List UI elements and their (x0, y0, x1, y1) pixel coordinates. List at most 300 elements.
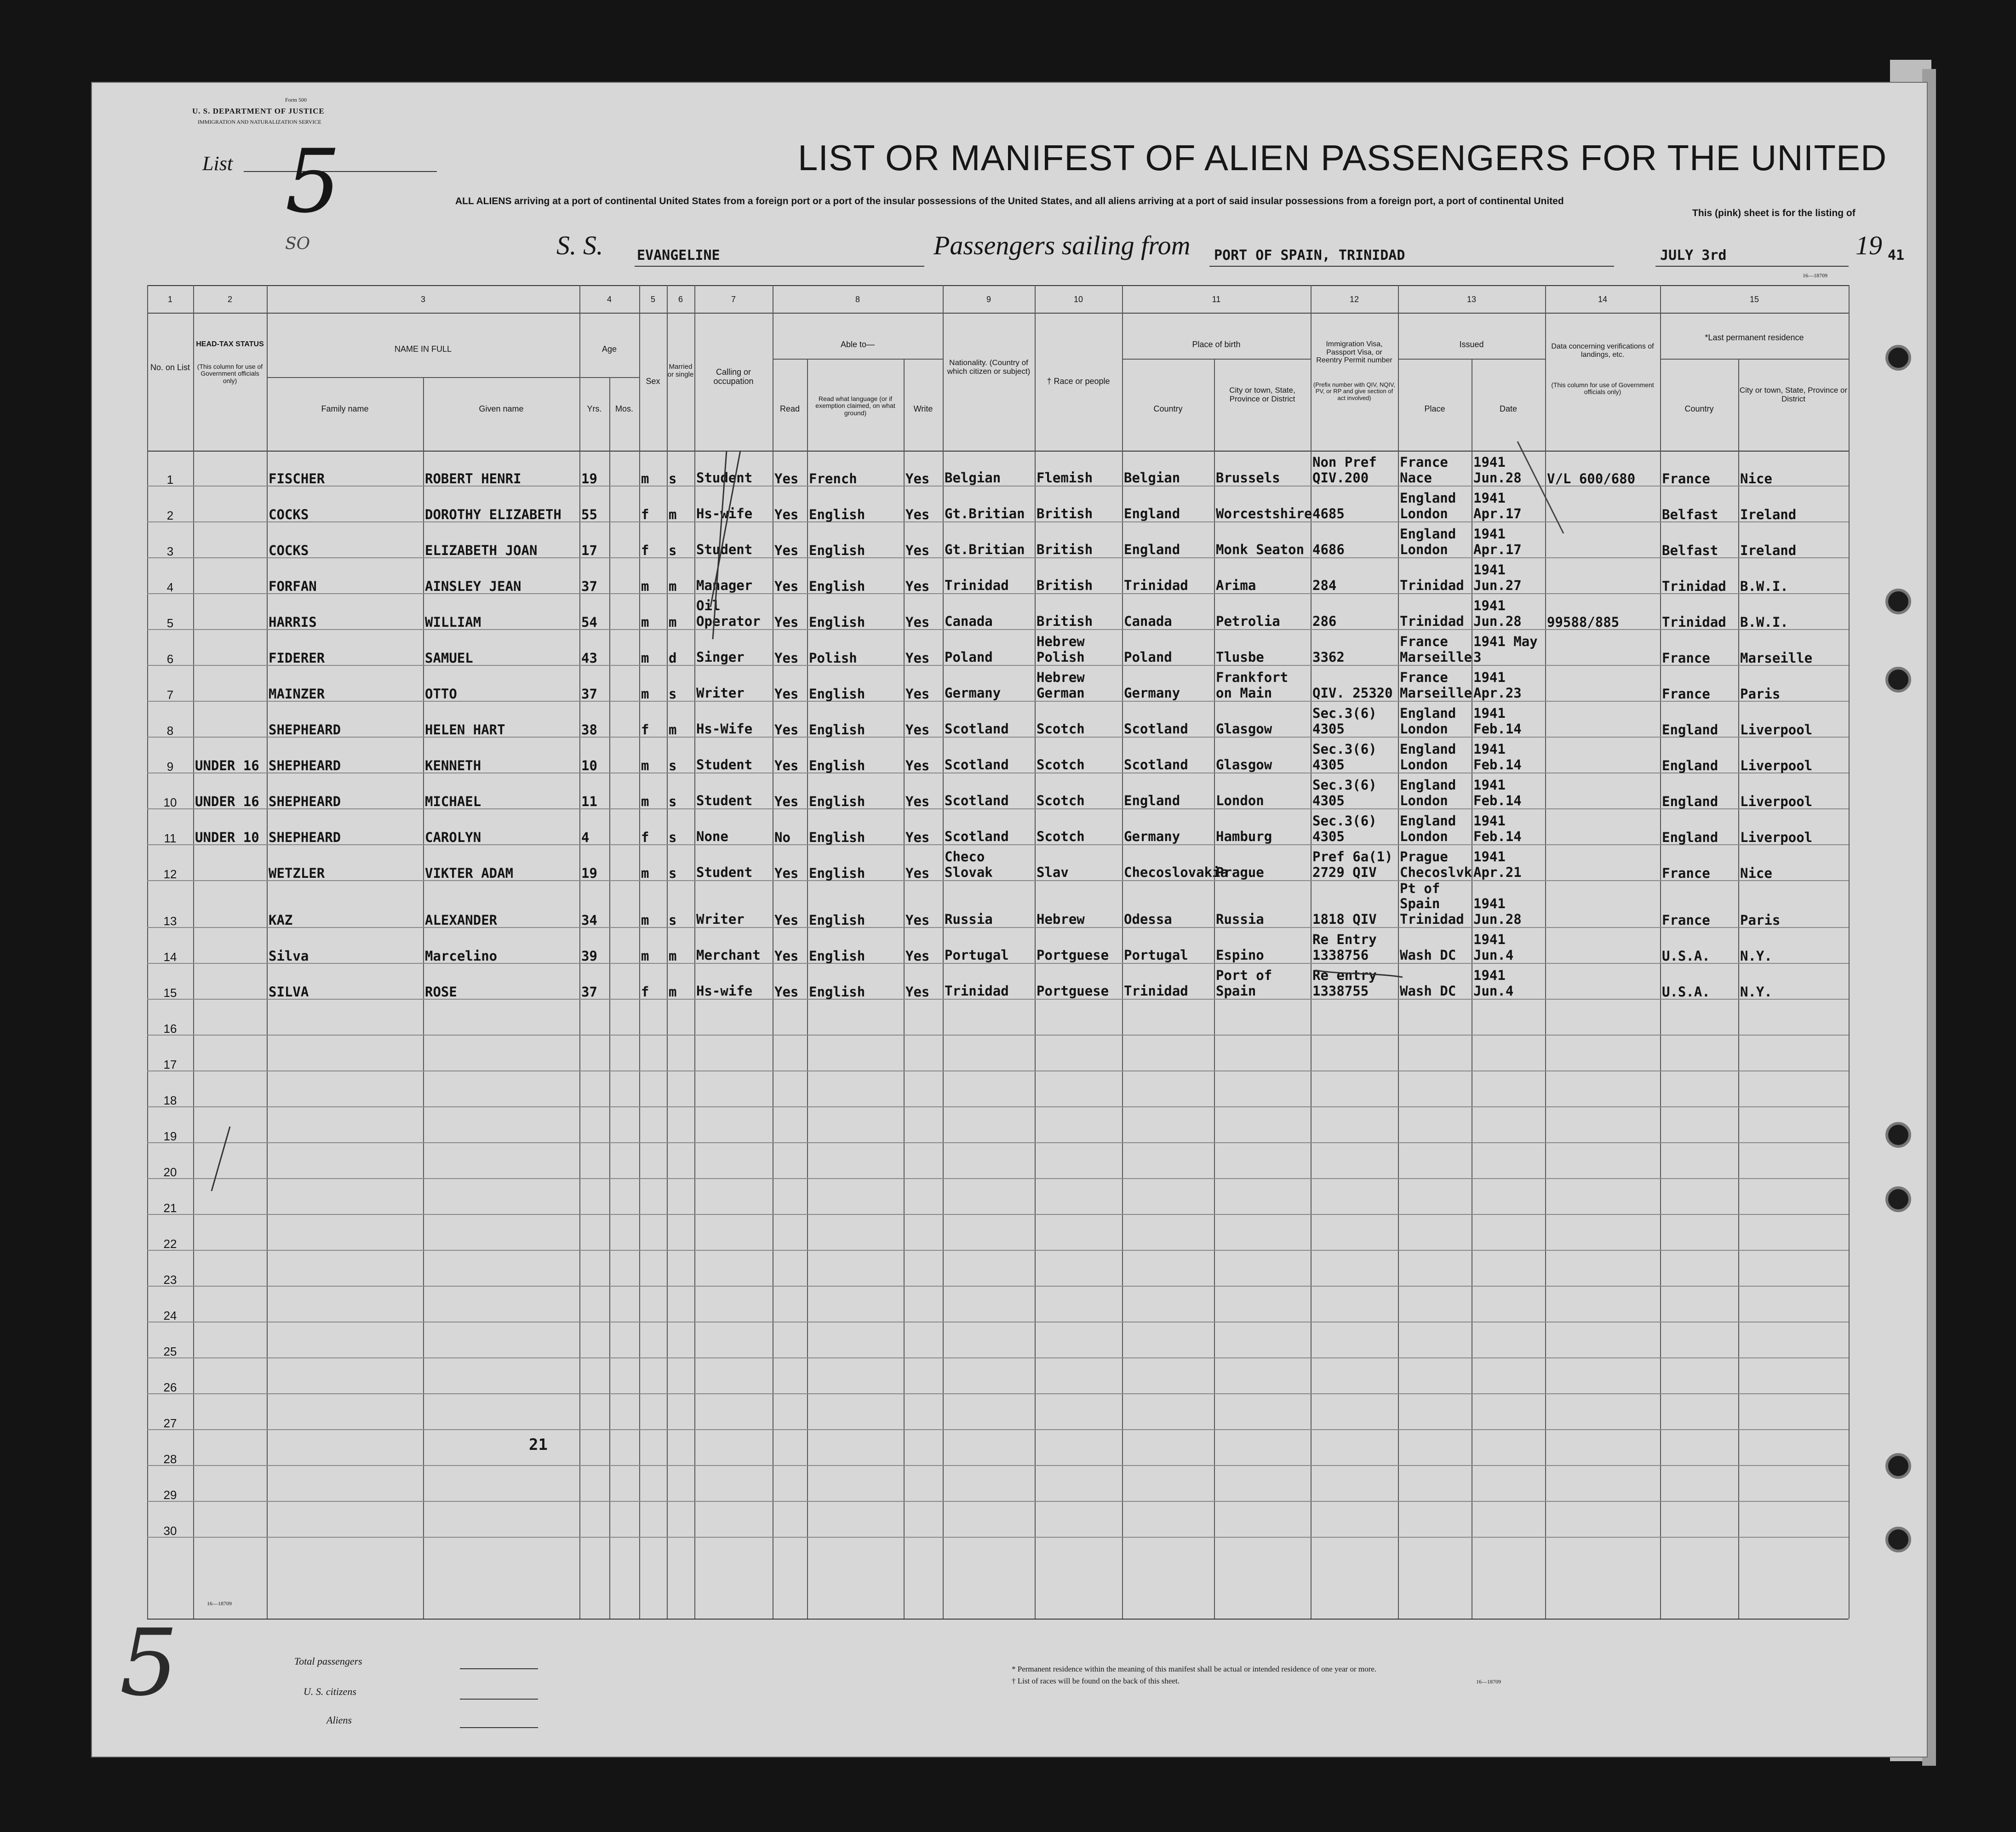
cell-given: ROSE (423, 963, 579, 999)
cell-idate: 1941 Apr.21 (1472, 845, 1545, 881)
cell-nat: Scotland (943, 773, 1035, 809)
cell-rcountry: England (1660, 773, 1738, 809)
cell-bcity: Monk Seaton (1214, 522, 1311, 558)
cell-nat: Belgian (943, 451, 1035, 486)
cell-sex: f (639, 486, 667, 522)
cell-rcountry: France (1660, 665, 1738, 701)
list-sub: SO (285, 235, 310, 253)
header-issued-place: Place (1424, 404, 1445, 413)
footnote-code: 16—18709 (1476, 1678, 1501, 1685)
cell-no: 4 (147, 558, 193, 594)
cell-bcity: Prague (1214, 845, 1311, 881)
cell-sex: m (639, 558, 667, 594)
cell-sex: m (639, 630, 667, 665)
list-number: 5 (285, 131, 341, 232)
cell-rcountry: England (1660, 701, 1738, 737)
cell-yrs: 17 (579, 522, 609, 558)
cell-rcountry: France (1660, 630, 1738, 665)
footnote-residence: * Permanent residence within the meaning of this manifest shall be actual or intended residence of one year or more. (1012, 1665, 1377, 1673)
cell-ms: m (667, 963, 694, 999)
cell-bcity: Glasgow (1214, 701, 1311, 737)
binder-hole (1885, 1453, 1911, 1479)
cell-race: Scotch (1035, 809, 1122, 845)
cell-no: 29 (147, 1466, 193, 1501)
header-place-of-birth: Place of birth (1192, 340, 1241, 349)
cell-bcountry: Trinidad (1122, 558, 1214, 594)
cell-bcity: Port of Spain (1214, 963, 1311, 999)
cell-iplace: Trinidad (1398, 558, 1472, 594)
cell-bcity: Worcestshire (1214, 486, 1311, 522)
cell-calling: Merchant (694, 927, 773, 963)
cell-calling: Student (694, 522, 773, 558)
cell-lang: English (807, 963, 904, 999)
cell-no: 1 (147, 451, 193, 486)
cell-bcountry: Germany (1122, 665, 1214, 701)
cell-write: Yes (904, 845, 943, 881)
cell-no: 27 (147, 1394, 193, 1430)
dept-code: 16—18709 (207, 1600, 232, 1607)
cell-rcity: Liverpool (1738, 701, 1849, 737)
cell-family: KAZ (267, 881, 423, 927)
cell-calling: Oil Operator (694, 594, 773, 630)
cell-nat: Scotland (943, 809, 1035, 845)
cell-visa: Non Pref QIV.200 (1311, 451, 1398, 486)
header-birth-city: City or town, State, Province or District (1229, 386, 1295, 403)
cell-idate: 1941 Jun.27 (1472, 558, 1545, 594)
aliens-label: Aliens (326, 1714, 352, 1726)
cell-read: Yes (773, 522, 807, 558)
cell-idate: 1941 Apr.17 (1472, 522, 1545, 558)
cell-ms: m (667, 594, 694, 630)
pen-stroke (1518, 441, 1564, 533)
cell-race: Scotch (1035, 773, 1122, 809)
cell-read: No (773, 809, 807, 845)
cell-yrs: 4 (579, 809, 609, 845)
cell-yrs: 37 (579, 963, 609, 999)
cell-race: Scotch (1035, 701, 1122, 737)
header-family-name: Family name (321, 404, 369, 413)
header-married: Married or single (667, 363, 694, 378)
cell-family: COCKS (267, 522, 423, 558)
header-yrs: Yrs. (587, 404, 602, 413)
cell-read: Yes (773, 927, 807, 963)
cell-rcity: Paris (1738, 881, 1849, 927)
cell-no: 24 (147, 1286, 193, 1322)
sailing-date: JULY 3rd (1660, 247, 1727, 263)
cell-nat: Gt.Britian (943, 486, 1035, 522)
handwritten-5: 5 (120, 1609, 178, 1717)
cell-no: 3 (147, 522, 193, 558)
cell-sex: m (639, 594, 667, 630)
cell-calling: Hs-wife (694, 486, 773, 522)
cell-sex: m (639, 773, 667, 809)
cell-bcountry: Trinidad (1122, 963, 1214, 999)
cell-lang: English (807, 845, 904, 881)
cell-visa: 1818 QIV (1311, 881, 1398, 927)
cell-rcity: Nice (1738, 845, 1849, 881)
cell-visa: QIV. 25320 (1311, 665, 1398, 701)
cell-idate: 1941 Jun.28 (1472, 451, 1545, 486)
colnum-10: 10 (1073, 295, 1083, 304)
page-title: LIST OR MANIFEST OF ALIEN PASSENGERS FOR THE UNITED (798, 137, 1887, 178)
colnum-13: 13 (1466, 295, 1477, 304)
cell-race: Slav (1035, 845, 1122, 881)
cell-write: Yes (904, 773, 943, 809)
cell-rcity: Liverpool (1738, 809, 1849, 845)
cell-lang: Polish (807, 630, 904, 665)
cell-visa: 286 (1311, 594, 1398, 630)
cell-read: Yes (773, 665, 807, 701)
cell-no: 12 (147, 845, 193, 881)
cell-idate: 1941 Feb.14 (1472, 701, 1545, 737)
binder-hole (1885, 1122, 1911, 1148)
cell-bcity: London (1214, 773, 1311, 809)
cell-visa: Sec.3(6) 4305 (1311, 809, 1398, 845)
cell-iplace: Prague Checoslvk (1398, 845, 1472, 881)
cell-bcountry: Scotland (1122, 701, 1214, 737)
cell-lang: English (807, 701, 904, 737)
cell-rcity: Marseille (1738, 630, 1849, 665)
cell-write: Yes (904, 737, 943, 773)
cell-nat: Checo Slovak (943, 845, 1035, 881)
cell-given: OTTO (423, 665, 579, 701)
colnum-2: 2 (227, 295, 232, 304)
cell-rcountry: U.S.A. (1660, 963, 1738, 999)
pen-marks (92, 83, 1927, 1757)
form-number: Form 500 (285, 97, 307, 103)
cell-read: Yes (773, 558, 807, 594)
ship-name: EVANGELINE (637, 247, 720, 263)
cell-visa: 4686 (1311, 522, 1398, 558)
cell-nat: Canada (943, 594, 1035, 630)
cell-rcity: Ireland (1738, 522, 1849, 558)
cell-bcity: Hamburg (1214, 809, 1311, 845)
cell-ms: d (667, 630, 694, 665)
cell-visa: Sec.3(6) 4305 (1311, 737, 1398, 773)
cell-idate: 1941 Jun.4 (1472, 963, 1545, 999)
cell-nat: Russia (943, 881, 1035, 927)
cell-family: MAINZER (267, 665, 423, 701)
cell-no: 9 (147, 737, 193, 773)
cell-rcity: Paris (1738, 665, 1849, 701)
cell-calling: Student (694, 845, 773, 881)
cell-race: British (1035, 558, 1122, 594)
subtitle-line2: This (pink) sheet is for the listing of (1692, 208, 1856, 218)
header-age: Age (601, 344, 617, 354)
header-res-city: City or town, State, Province or District (1739, 386, 1848, 403)
cell-no: 19 (147, 1107, 193, 1143)
cell-iplace: France Nace (1398, 451, 1472, 486)
cell-no: 18 (147, 1071, 193, 1107)
cell-ms: m (667, 701, 694, 737)
header-read-language: Read what language (or if exemption claimed, on what ground) (815, 395, 895, 417)
count-annotation: 21 (529, 1436, 548, 1454)
cell-yrs: 39 (579, 927, 609, 963)
cell-rcountry: Trinidad (1660, 558, 1738, 594)
cell-read: Yes (773, 773, 807, 809)
colnum-9: 9 (986, 295, 991, 304)
cell-rcountry: England (1660, 737, 1738, 773)
cell-family: SILVA (267, 963, 423, 999)
cell-write: Yes (904, 594, 943, 630)
cell-lang: English (807, 809, 904, 845)
cell-nat: Trinidad (943, 963, 1035, 999)
header-issued: Issued (1459, 340, 1484, 349)
header-race: † Race or people (1047, 377, 1110, 386)
cell-nat: Scotland (943, 737, 1035, 773)
cell-yrs: 11 (579, 773, 609, 809)
cell-given: ROBERT HENRI (423, 451, 579, 486)
cell-no: 5 (147, 594, 193, 630)
cell-iplace: England London (1398, 522, 1472, 558)
cell-bcountry: Poland (1122, 630, 1214, 665)
cell-visa: 284 (1311, 558, 1398, 594)
header-head-tax-note: (This column for use of Government officials only) (197, 363, 263, 384)
cell-read: Yes (773, 701, 807, 737)
cell-visa: Sec.3(6) 4305 (1311, 701, 1398, 737)
colnum-4: 4 (607, 295, 612, 304)
header-no-on-list: No. on List (150, 363, 190, 372)
cell-iplace: Trinidad (1398, 594, 1472, 630)
cell-write: Yes (904, 558, 943, 594)
cell-lang: French (807, 451, 904, 486)
cell-bcountry: England (1122, 522, 1214, 558)
cell-ms: m (667, 486, 694, 522)
header-nationality: Nationality. (Country of which citizen or subject) (947, 358, 1031, 376)
header-sex: Sex (646, 377, 660, 386)
year-suffix: 41 (1888, 247, 1905, 263)
cell-yrs: 54 (579, 594, 609, 630)
cell-lang: English (807, 927, 904, 963)
year-prefix: 19 (1856, 230, 1882, 260)
cell-tax: UNDER 10 (193, 809, 267, 845)
cell-sex: m (639, 737, 667, 773)
cell-tax: UNDER 16 (193, 737, 267, 773)
cell-ms: s (667, 845, 694, 881)
cell-nat: Germany (943, 665, 1035, 701)
cell-lang: English (807, 737, 904, 773)
colnum-8: 8 (855, 295, 860, 304)
header-calling: Calling or occupation (713, 367, 754, 386)
cell-yrs: 43 (579, 630, 609, 665)
cell-no: 30 (147, 1501, 193, 1537)
cell-family: FORFAN (267, 558, 423, 594)
cell-ms: s (667, 522, 694, 558)
cell-verif: V/L 600/680 (1545, 451, 1660, 486)
cell-race: Flemish (1035, 451, 1122, 486)
cell-calling: Writer (694, 881, 773, 927)
cell-rcountry: England (1660, 809, 1738, 845)
total-passengers-label: Total passengers (294, 1655, 362, 1667)
cell-visa: Re Entry 1338756 (1311, 927, 1398, 963)
cell-calling: Writer (694, 665, 773, 701)
footnote-races: † List of races will be found on the back of this sheet. (1012, 1677, 1180, 1685)
cell-iplace: England London (1398, 486, 1472, 522)
cell-iplace: Pt of Spain Trinidad (1398, 881, 1472, 927)
cell-race: Hebrew (1035, 881, 1122, 927)
cell-sex: f (639, 701, 667, 737)
ss-label: S. S. (556, 230, 603, 260)
colnum-3: 3 (420, 295, 425, 304)
cell-no: 17 (147, 1035, 193, 1071)
cell-rcountry: France (1660, 451, 1738, 486)
cell-idate: 1941 Jun.4 (1472, 927, 1545, 963)
subtitle-line1: ALL ALIENS arriving at a port of continental United States from a foreign port or a port of the insular possessions of the United States, and all aliens arriving at a port of said insular possessions from a foreign port, a port of continental United (455, 196, 1564, 206)
cell-idate: 1941 Feb.14 (1472, 737, 1545, 773)
cell-write: Yes (904, 486, 943, 522)
list-label: List (202, 152, 233, 175)
cell-sex: f (639, 963, 667, 999)
cell-yrs: 37 (579, 665, 609, 701)
cell-iplace: France Marseille (1398, 630, 1472, 665)
cell-rcountry: Belfast (1660, 486, 1738, 522)
cell-ms: s (667, 773, 694, 809)
cell-bcountry: Odessa (1122, 881, 1214, 927)
cell-sex: f (639, 522, 667, 558)
cell-bcountry: Checoslovakia (1122, 845, 1214, 881)
cell-calling: Student (694, 737, 773, 773)
cell-read: Yes (773, 451, 807, 486)
cell-read: Yes (773, 845, 807, 881)
cell-read: Yes (773, 963, 807, 999)
cell-calling: Manager (694, 558, 773, 594)
cell-rcity: N.Y. (1738, 963, 1849, 999)
cell-rcity: Liverpool (1738, 773, 1849, 809)
cell-family: FIDERER (267, 630, 423, 665)
cell-visa: Re entry 1338755 (1311, 963, 1398, 999)
cell-given: DOROTHY ELIZABETH (423, 486, 579, 522)
cell-rcountry: France (1660, 881, 1738, 927)
cell-visa: Pref 6a(1) 2729 QIV (1311, 845, 1398, 881)
cell-family: SHEPHEARD (267, 773, 423, 809)
binder-hole (1885, 1527, 1911, 1552)
cell-no: 16 (147, 999, 193, 1035)
cell-write: Yes (904, 665, 943, 701)
cell-bcountry: Germany (1122, 809, 1214, 845)
cell-given: ELIZABETH JOAN (423, 522, 579, 558)
cell-no: 21 (147, 1179, 193, 1214)
cell-visa: 4685 (1311, 486, 1398, 522)
cell-iplace: Wash DC (1398, 927, 1472, 963)
cell-sex: f (639, 809, 667, 845)
cell-calling: None (694, 809, 773, 845)
cell-given: AINSLEY JEAN (423, 558, 579, 594)
colnum-15: 15 (1749, 295, 1759, 304)
cell-bcity: Tlusbe (1214, 630, 1311, 665)
cell-idate: 1941 Feb.14 (1472, 809, 1545, 845)
cell-no: 11 (147, 809, 193, 845)
colnum-6: 6 (678, 295, 683, 304)
cell-given: KENNETH (423, 737, 579, 773)
cell-rcity: N.Y. (1738, 927, 1849, 963)
header-verification: Data concerning verifications of landings, etc. (1551, 343, 1654, 359)
cell-family: COCKS (267, 486, 423, 522)
cell-given: WILLIAM (423, 594, 579, 630)
department: U. S. DEPARTMENT OF JUSTICE (192, 107, 325, 115)
colnum-1: 1 (167, 295, 172, 304)
cell-rcountry: U.S.A. (1660, 927, 1738, 963)
cell-yrs: 38 (579, 701, 609, 737)
header-residence: *Last permanent residence (1705, 333, 1804, 342)
cell-ms: s (667, 665, 694, 701)
header-write: Write (913, 404, 933, 413)
cell-race: British (1035, 522, 1122, 558)
cell-write: Yes (904, 522, 943, 558)
cell-read: Yes (773, 486, 807, 522)
cell-lang: English (807, 486, 904, 522)
cell-idate: 1941 Jun.28 (1472, 594, 1545, 630)
cell-read: Yes (773, 737, 807, 773)
cell-no: 6 (147, 630, 193, 665)
colnum-12: 12 (1349, 295, 1359, 304)
cell-visa: 3362 (1311, 630, 1398, 665)
cell-given: CAROLYN (423, 809, 579, 845)
port-name: PORT OF SPAIN, TRINIDAD (1214, 247, 1405, 263)
cell-lang: English (807, 665, 904, 701)
cell-iplace: England London (1398, 773, 1472, 809)
cell-bcity: Arima (1214, 558, 1311, 594)
cell-nat: Portugal (943, 927, 1035, 963)
cell-lang: English (807, 522, 904, 558)
cell-idate: 1941 Jun.28 (1472, 881, 1545, 927)
cell-ms: s (667, 881, 694, 927)
cell-read: Yes (773, 594, 807, 630)
cell-iplace: England London (1398, 701, 1472, 737)
cell-bcountry: England (1122, 773, 1214, 809)
cell-no: 20 (147, 1143, 193, 1179)
pen-stroke (212, 1127, 230, 1191)
cell-calling: Student (694, 773, 773, 809)
cell-calling: Hs-wife (694, 963, 773, 999)
cell-write: Yes (904, 451, 943, 486)
cell-idate: 1941 May 3 (1472, 630, 1545, 665)
cell-idate: 1941 Apr.17 (1472, 486, 1545, 522)
cell-rcountry: France (1660, 845, 1738, 881)
cell-family: SHEPHEARD (267, 737, 423, 773)
service: IMMIGRATION AND NATURALIZATION SERVICE (198, 119, 321, 125)
cell-sex: m (639, 451, 667, 486)
header-given-name: Given name (479, 404, 524, 413)
cell-bcountry: Scotland (1122, 737, 1214, 773)
header-issued-date: Date (1499, 404, 1518, 413)
cell-rcity: B.W.I. (1738, 594, 1849, 630)
cell-idate: 1941 Feb.14 (1472, 773, 1545, 809)
cell-race: Scotch (1035, 737, 1122, 773)
cell-bcity: Petrolia (1214, 594, 1311, 630)
cell-bcity: Russia (1214, 881, 1311, 927)
cell-family: FISCHER (267, 451, 423, 486)
cell-nat: Gt.Britian (943, 522, 1035, 558)
cell-iplace: England London (1398, 737, 1472, 773)
cell-calling: Student (694, 451, 773, 486)
sailing-label: Passengers sailing from (934, 230, 1191, 260)
cell-no: 15 (147, 963, 193, 999)
cell-rcountry: Belfast (1660, 522, 1738, 558)
header-visa: Immigration Visa, Passport Visa, or Reentry Permit number (1316, 340, 1392, 365)
cell-yrs: 19 (579, 451, 609, 486)
cell-yrs: 37 (579, 558, 609, 594)
cell-ms: s (667, 451, 694, 486)
pen-stroke (1315, 970, 1403, 977)
cell-verif: 99588/885 (1545, 594, 1660, 630)
cell-lang: English (807, 773, 904, 809)
cell-write: Yes (904, 630, 943, 665)
cell-sex: m (639, 845, 667, 881)
cell-no: 14 (147, 927, 193, 963)
us-citizens-label: U. S. citizens (304, 1686, 356, 1697)
cell-bcity: Brussels (1214, 451, 1311, 486)
cell-race: Hebrew German (1035, 665, 1122, 701)
